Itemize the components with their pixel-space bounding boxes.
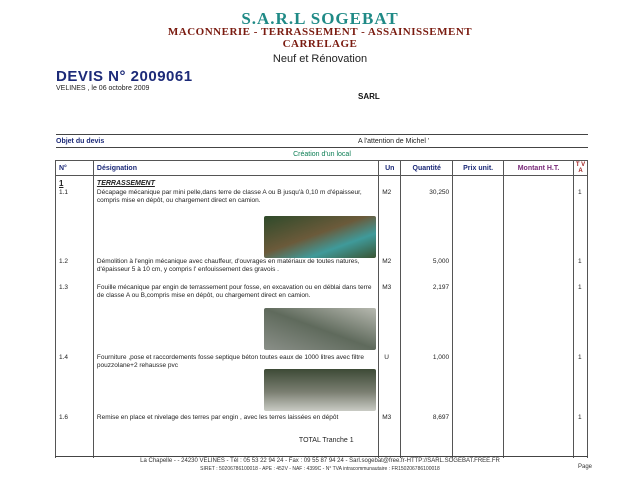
row-tva: 1 [577,258,582,265]
header-amount: Montant H.T. [504,161,574,176]
row-unit: U [384,354,389,361]
table-bottom-border [55,456,588,457]
column-amount [504,176,574,459]
row-unit: M3 [382,414,392,421]
row-quantity: 2,197 [432,284,450,291]
object-label: Objet du devis [56,138,105,145]
column-unit [379,176,401,459]
excavator-photo [264,216,376,258]
row-unit: M3 [382,284,392,291]
divider [56,134,588,135]
row-number: 1.4 [59,354,69,361]
row-unit: M2 [382,258,392,265]
row-quantity: 1,000 [432,354,450,361]
divider [56,147,588,148]
section-number: 1 [59,179,64,188]
row-description: Fourniture ,pose et raccordements fosse septique béton toutes eaux de 1000 litres avec filtre pouzzolane+2 rehausse pvc [96,354,364,369]
row-tva: 1 [577,189,582,196]
row-number: 1.2 [59,258,69,265]
total-label: TOTAL Tranche 1 [298,437,354,444]
footer-contact: La Chapelle - - 24230 VELINES - Tél : 05 53 22 94 24 - Fax : 09 55 87 94 24 - Sarl.sogebat@free.fr-HTTP://SARL.SOGEBAT.FREE.FR [140,458,500,464]
row-number: 1.6 [59,414,69,421]
company-trades [0,26,640,50]
row-description: Fouille mécanique par engin de terrassement pour fosse, en excavation ou en déblai dans terre de classe A ou B,compris mise en dépôt, ou chargement direct en camion. [96,284,372,299]
column-quantity [401,176,453,459]
row-quantity: 30,250 [429,189,450,196]
header-quantity: Quantité [401,161,453,176]
column-designation [93,176,378,459]
septic-tank-photo [264,369,376,411]
footer-legal: SIRET : 50206786100018 - APE : 452V - NAF : 4399C - N° TVA intracommunautaire : FR15020678610001​8 [200,466,440,472]
attention-line: A l'attention de Michel ' [358,138,430,145]
header-unit: Un [379,161,401,176]
row-number: 1.1 [59,189,69,196]
row-tva: 1 [577,414,582,421]
header-unit-price: Prix unit. [453,161,504,176]
page-label: Page [578,464,593,470]
header-no: N° [56,161,94,176]
tva-label: T V A [575,162,586,174]
column-unit-price [453,176,504,459]
trades-line-2: CARRELAGE [282,38,358,50]
client-name: SARL [358,92,380,101]
quote-subject: Création d'un local [293,151,351,158]
row-description: Remise en place et nivelage des terres par engin , avec les terres laissées en dépôt [96,414,339,421]
company-tagline: Neuf et Rénovation [272,53,368,65]
quote-place-date: VELINES , le 06 octobre 2009 [56,85,150,92]
header-tva [573,161,587,176]
row-quantity: 5,000 [432,258,450,265]
quote-title: DEVIS N° 2009061 [56,68,193,85]
row-quantity: 8,697 [432,414,450,421]
column-tva [573,176,587,459]
trades-line-1: MACONNERIE - TERRASSEMENT - ASSAINISSEMENT [167,26,473,38]
row-description: Décapage mécanique par mini pelle,dans terre de classe A ou B jusqu'à 0,10 m d'épaisseur, compris mise en dépôt, ou chargement direct en camion. [96,189,362,204]
quote-table [55,160,588,458]
header-designation: Désignation [93,161,378,176]
row-tva: 1 [577,354,582,361]
row-unit: M2 [382,189,392,196]
trench-photo [264,308,376,350]
row-tva: 1 [577,284,582,291]
row-number: 1.3 [59,284,69,291]
company-name: S.A.R.L SOGEBAT [241,9,399,28]
section-title: TERRASSEMENT [96,180,155,187]
row-description: Démolition à l'engin mécanique avec chauffeur, d'ouvrages en matériaux de toutes natures, d'épaisseur 5 à 10 cm, y compris l' enfouissement des gravois . [96,258,360,273]
column-no [56,176,94,459]
